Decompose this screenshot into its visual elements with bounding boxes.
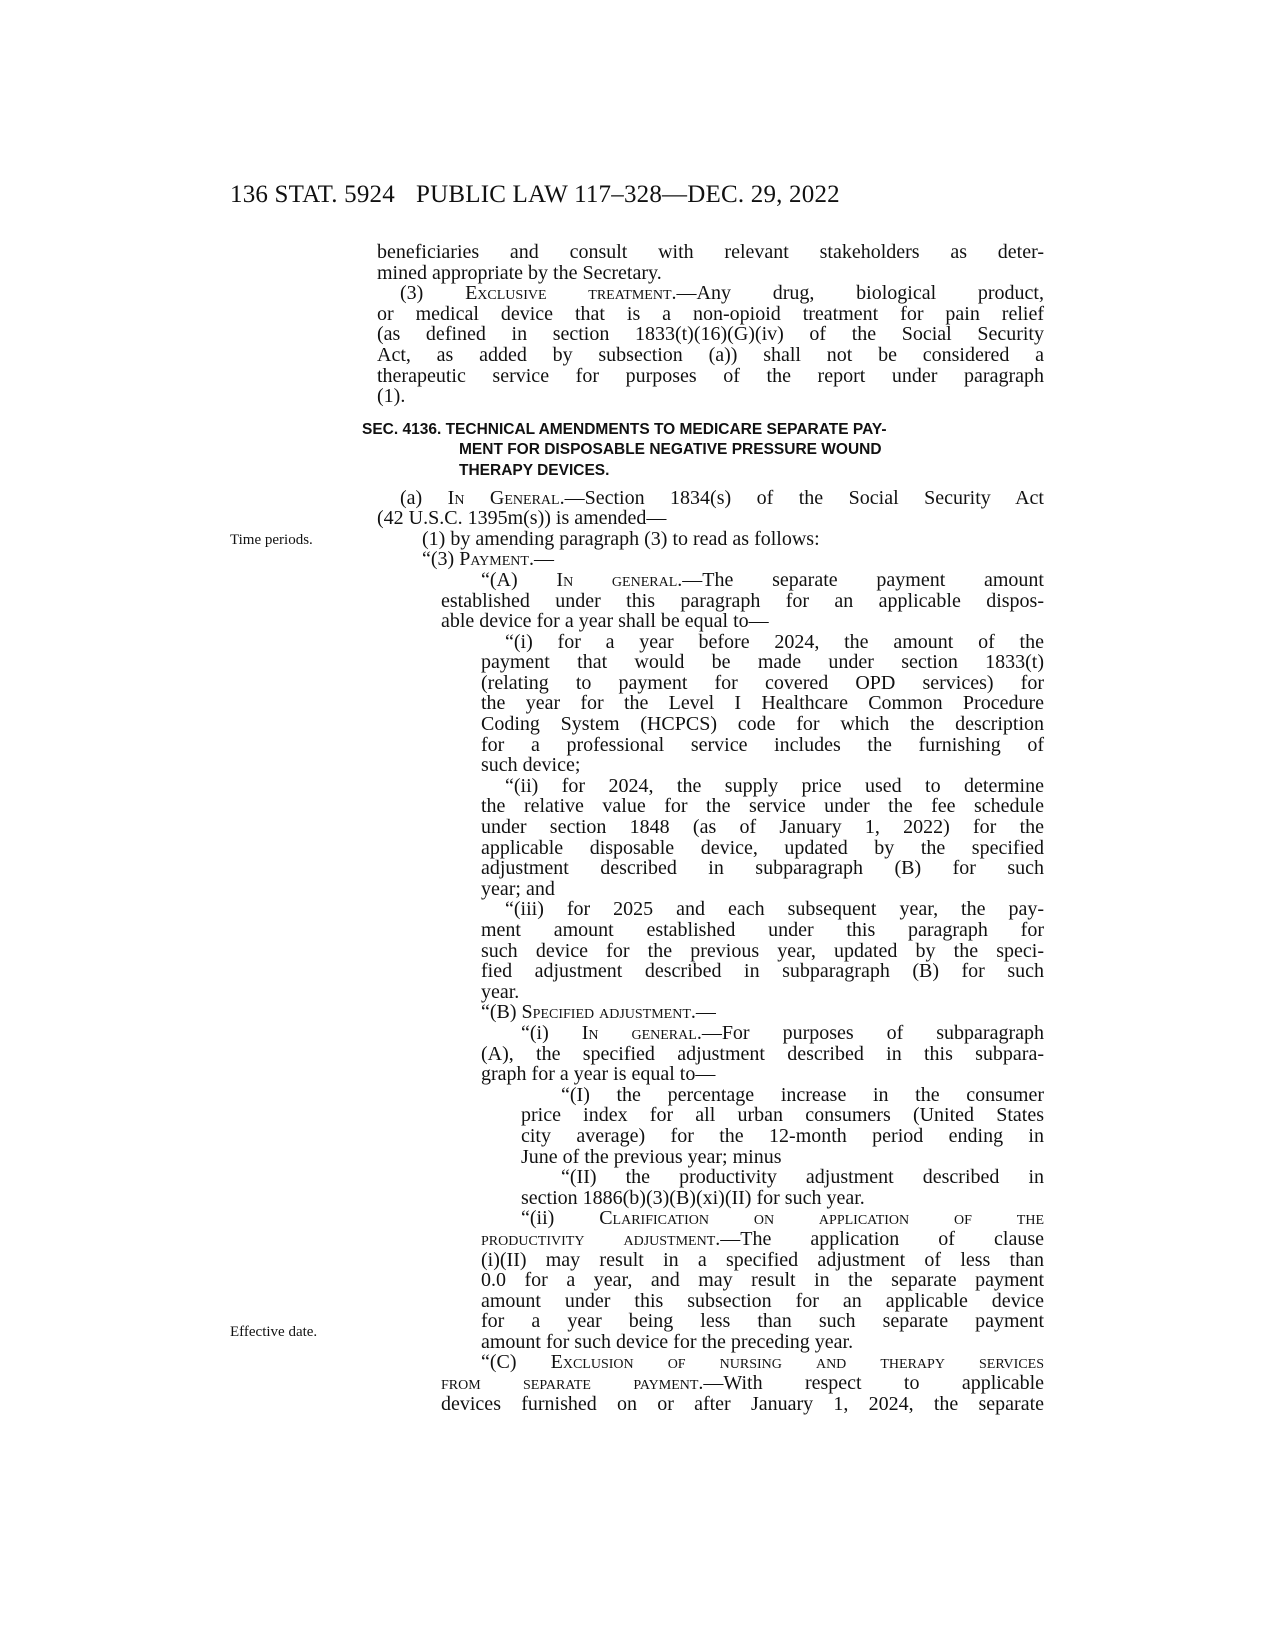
text-line: “(i) for a year before 2024, the amount of the	[505, 630, 1044, 653]
text-line: “(II) the productivity adjustment described in	[561, 1166, 1044, 1189]
text-line: year; and	[481, 877, 555, 900]
page-reference: 136 STAT. 5924	[230, 181, 395, 208]
text-line: for a professional service includes the furnishing of	[481, 733, 1044, 756]
text-line: payment that would be made under section 1833(t)	[481, 651, 1044, 674]
subparagraph-B-heading: “(B) Specified adjustment.—	[481, 1001, 716, 1024]
text-line: the relative value for the service under the fee schedule	[481, 795, 1044, 818]
text-line: (1).	[377, 385, 406, 408]
subparagraph-A-heading: “(A) In general.—The separate payment amount	[481, 568, 1044, 591]
text-line: productivity adjustment.—The application of clause	[481, 1227, 1044, 1250]
text-line: adjustment described in subparagraph (B) for such	[481, 857, 1044, 880]
text-line: city average) for the 12-month period ending in	[521, 1124, 1044, 1147]
text-line: therapeutic service for purposes of the report under paragraph	[377, 364, 1044, 387]
text-line: for a year being less than such separate payment	[481, 1310, 1044, 1333]
margin-note-effective-date: Effective date.	[230, 1324, 318, 1340]
text-line: (as defined in section 1833(t)(16)(G)(iv) of the Social Security	[377, 323, 1044, 346]
text-line: “(ii) for 2024, the supply price used to determine	[505, 774, 1044, 797]
paragraph-3-heading: (3) Exclusive treatment.—Any drug, biological product,	[400, 282, 1044, 305]
text-line: year.	[481, 980, 520, 1003]
text-line: price index for all urban consumers (United States	[521, 1104, 1044, 1127]
text-line: established under this paragraph for an applicable dispos-	[441, 589, 1044, 612]
text-line: Act, as added by subsection (a)) shall not be considered a	[377, 343, 1044, 366]
text-line: graph for a year is equal to—	[481, 1063, 716, 1086]
text-line: (1) by amending paragraph (3) to read as follows:	[422, 527, 820, 550]
text-line: applicable disposable device, updated by the specified	[481, 836, 1044, 859]
margin-note-time-periods: Time periods.	[230, 532, 313, 548]
paragraph-3-payment-heading: “(3) Payment.—	[422, 548, 554, 571]
page-header-title: PUBLIC LAW 117–328—DEC. 29, 2022	[416, 181, 840, 208]
text-line: or medical device that is a non-opioid treatment for pain relief	[377, 302, 1044, 325]
section-heading-line: THERAPY DEVICES.	[459, 461, 610, 479]
document-body	[362, 241, 1045, 1415]
text-line: (i)(II) may result in a specified adjustment of less than	[481, 1248, 1044, 1271]
text-line: amount for such device for the preceding year.	[481, 1330, 854, 1353]
text-line: amount under this subsection for an applicable device	[481, 1289, 1044, 1312]
text-line: under section 1848 (as of January 1, 2022) for the	[481, 816, 1044, 839]
subparagraph-C-heading: “(C) Exclusion of nursing and therapy services	[481, 1351, 1045, 1374]
clause-i-heading: “(i) In general.—For purposes of subparagraph	[521, 1021, 1044, 1044]
text-line: mined appropriate by the Secretary.	[377, 261, 662, 284]
section-heading-line: MENT FOR DISPOSABLE NEGATIVE PRESSURE WOUND	[459, 441, 882, 459]
clause-ii-heading: “(ii) Clarification on application of the	[521, 1207, 1045, 1230]
text-line: “(I) the percentage increase in the consumer	[561, 1083, 1044, 1106]
text-line: from separate payment.—With respect to applicable	[441, 1372, 1044, 1395]
text-line: beneficiaries and consult with relevant stakeholders as deter-	[377, 241, 1044, 263]
text-line: such device for the previous year, updated by the speci-	[481, 939, 1044, 962]
section-heading-line: SEC. 4136. TECHNICAL AMENDMENTS TO MEDICARE SEPARATE PAY-	[362, 420, 887, 438]
text-line: able device for a year shall be equal to—	[441, 610, 769, 633]
text-line: section 1886(b)(3)(B)(xi)(II) for such year.	[521, 1186, 865, 1209]
subsection-a-heading: (a) In General.—Section 1834(s) of the Social Security Act	[400, 486, 1044, 509]
text-line: the year for the Level I Healthcare Common Procedure	[481, 692, 1044, 715]
text-line: fied adjustment described in subparagraph (B) for such	[481, 960, 1044, 983]
text-line: (42 U.S.C. 1395m(s)) is amended—	[377, 507, 667, 530]
text-line: June of the previous year; minus	[521, 1145, 782, 1168]
text-line: such device;	[481, 754, 581, 777]
text-line: ment amount established under this paragraph for	[481, 919, 1044, 941]
text-line: (A), the specified adjustment described in this subpara-	[481, 1042, 1044, 1065]
text-line: (relating to payment for covered OPD services) for	[481, 671, 1044, 694]
text-line: “(iii) for 2025 and each subsequent year, the pay-	[505, 898, 1044, 921]
text-line: 0.0 for a year, and may result in the separate payment	[481, 1269, 1044, 1292]
text-line: Coding System (HCPCS) code for which the description	[481, 713, 1044, 736]
text-line: devices furnished on or after January 1, 2024, the separate	[441, 1392, 1044, 1415]
